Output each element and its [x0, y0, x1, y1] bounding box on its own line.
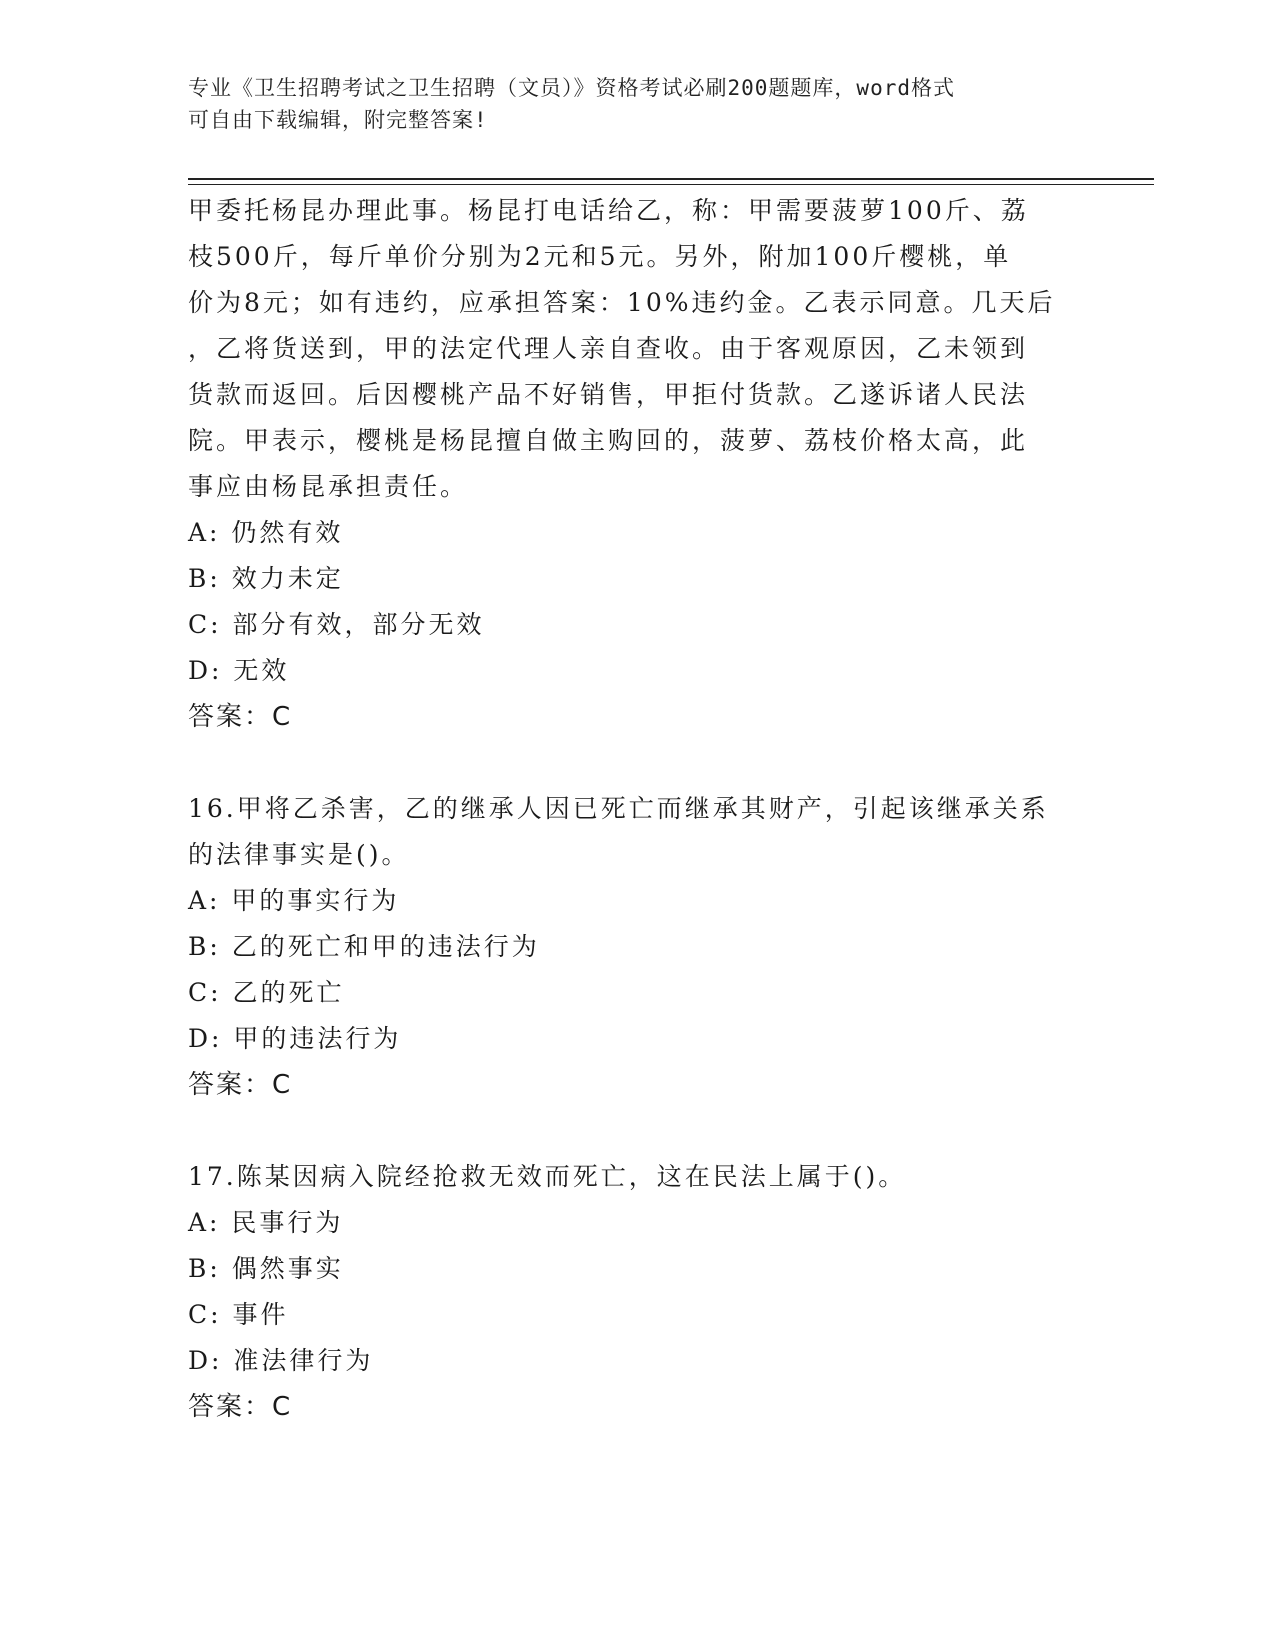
answer-line: 答案：C [188, 702, 293, 732]
question-text-line: 的法律事实是()。 [188, 840, 410, 869]
option-c: C: 部分有效，部分无效 [188, 610, 485, 639]
question-text-line: 枝500斤，每斤单价分别为2元和5元。另外，附加100斤樱桃，单 [188, 242, 1012, 271]
question-text-line: 事应由杨昆承担责任。 [188, 472, 469, 501]
option-c: C: 乙的死亡 [188, 978, 345, 1007]
document-body [188, 188, 1088, 1430]
option-d: D: 甲的违法行为 [188, 1024, 402, 1053]
question-text-line: ，乙将货送到，甲的法定代理人亲自查收。由于客观原因，乙未领到 [188, 334, 1029, 363]
answer-line: 答案：C [188, 1070, 293, 1100]
question-text-line: 甲委托杨昆办理此事。杨昆打电话给乙，称：甲需要菠萝100斤、荔 [188, 196, 1029, 225]
header-divider-thin [188, 184, 1154, 185]
option-a: A: 甲的事实行为 [188, 886, 400, 915]
header-divider-thick [188, 178, 1154, 180]
option-d: D: 无效 [188, 656, 290, 685]
option-b: B: 效力未定 [188, 564, 344, 593]
question-text-line: 价为8元；如有违约，应承担答案：10%违约金。乙表示同意。几天后 [188, 288, 1056, 317]
question-text-line: 货款而返回。后因樱桃产品不好销售，甲拒付货款。乙遂诉诸人民法 [188, 380, 1029, 409]
question-text-line: 17.陈某因病入院经抢救无效而死亡，这在民法上属于()。 [188, 1162, 907, 1191]
question-15 [188, 188, 1088, 740]
option-c: C: 事件 [188, 1300, 289, 1329]
header-title-line-1: 专业《卫生招聘考试之卫生招聘（文员）》资格考试必刷200题题库，word格式 [188, 76, 955, 100]
option-b: B: 偶然事实 [188, 1254, 344, 1283]
question-text-line: 16.甲将乙杀害，乙的继承人因已死亡而继承其财产，引起该继承关系 [188, 794, 1049, 823]
header-title-line-2: 可自由下载编辑，附完整答案! [188, 108, 488, 132]
document-header [188, 72, 1068, 136]
question-16 [188, 786, 1088, 1108]
option-d: D: 准法律行为 [188, 1346, 374, 1375]
option-b: B: 乙的死亡和甲的违法行为 [188, 932, 540, 961]
option-a: A: 仍然有效 [188, 518, 344, 547]
question-17 [188, 1154, 1088, 1430]
option-a: A: 民事行为 [188, 1208, 344, 1237]
answer-line: 答案：C [188, 1392, 293, 1422]
question-text-line: 院。甲表示，樱桃是杨昆擅自做主购回的，菠萝、荔枝价格太高，此 [188, 426, 1029, 455]
